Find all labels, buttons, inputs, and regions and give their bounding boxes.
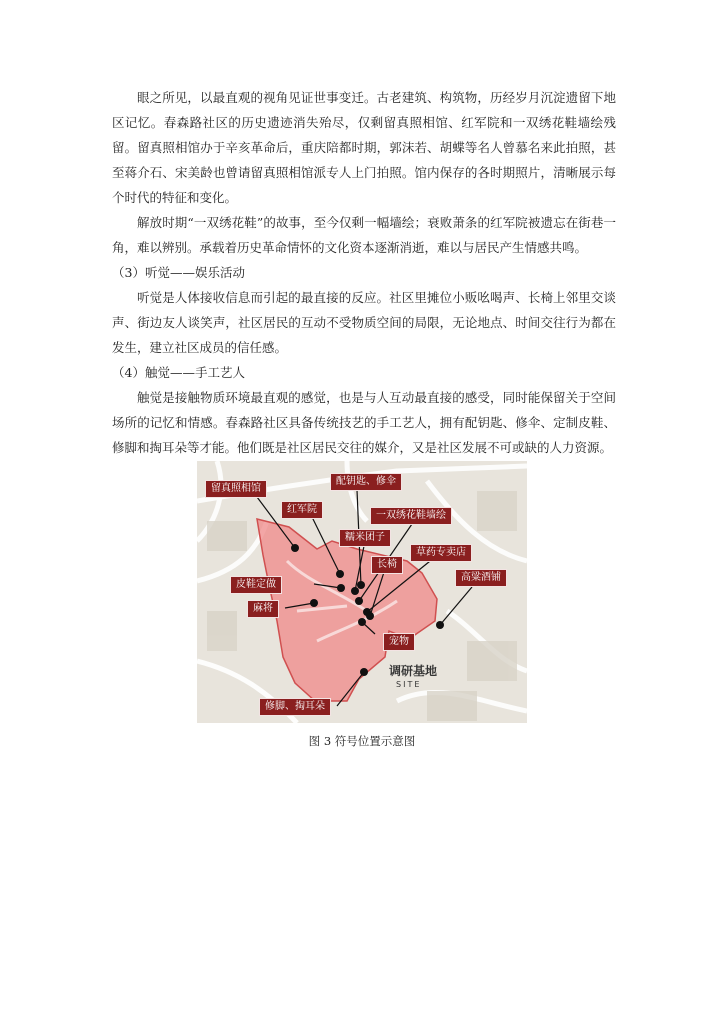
site-label: 调研基地 [389,664,438,678]
map-label-sorghum-liquor: 高粱酒铺 [455,569,507,587]
map-label-glutinous-rice: 糯米团子 [339,529,391,547]
map-label-bench: 长椅 [371,556,403,574]
map-label-liuzhen-photo-studio: 留真照相馆 [205,480,267,498]
map-label-custom-shoes: 皮鞋定做 [230,576,282,594]
map-label-red-army-yard: 红军院 [281,501,323,519]
paragraph-hearing: 听觉是人体接收信息而引起的最直接的反应。社区里摊位小贩吆喝声、长椅上邻里交谈声、街边友人谈笑声，社区居民的互动不受物质空间的局限，无论地点、时间交往行为都在发生，建立社区成员的信任感。 [112,290,616,355]
site-sublabel: SITE [396,680,422,689]
paragraph-sight: 眼之所见，以最直观的视角见证世事变迁。古老建筑、构筑物，历经岁月沉淀遗留下地区记忆。春森路社区的历史遗迹消失殆尽，仅剩留真照相馆、红军院和一双绣花鞋墙绘残留。留真照相馆办于辛亥革命后，重庆陪都时期，郭沫若、胡蝶等名人曾慕名来此拍照，甚至蒋介石、宋美龄也曾请留真照相馆派专人上门拍照。馆内保存的各时期照片，清晰展示每个时代的特征和变化。 [112,90,616,205]
heading-hearing: （3）听觉——娱乐活动 [112,265,245,280]
map-label-pedicure-ear: 修脚、掏耳朵 [259,698,331,716]
paragraph-touch: 触觉是接触物质环境最直观的感觉，也是与人互动最直接的感受，同时能保留关于空间场所的记忆和情感。春森路社区具备传统技艺的手工艺人，拥有配钥匙、修伞、定制皮鞋、修脚和掏耳朵等才能。他们既是社区居民交往的媒介，又是社区发展不可或缺的人力资源。 [112,390,616,455]
figure-caption: 图 3 符号位置示意图 [308,734,416,748]
map-label-herbal-shop: 草药专卖店 [410,544,472,562]
symbol-location-map [197,461,527,723]
map-label-embroidered-shoes-mural: 一双绣花鞋墙绘 [370,507,452,525]
map-label-mahjong: 麻将 [247,600,279,618]
map-label-key-umbrella: 配钥匙、修伞 [330,473,402,491]
map-label-pet: 宠物 [383,633,415,651]
heading-touch: （4）触觉——手工艺人 [112,365,245,380]
paragraph-embroidered-shoes: 解放时期“一双绣花鞋”的故事，至今仅剩一幅墙绘；衰败萧条的红军院被遗忘在街巷一角，难以辨别。承载着历史革命情怀的文化资本逐渐消逝，难以与居民产生情感共鸣。 [112,215,616,255]
